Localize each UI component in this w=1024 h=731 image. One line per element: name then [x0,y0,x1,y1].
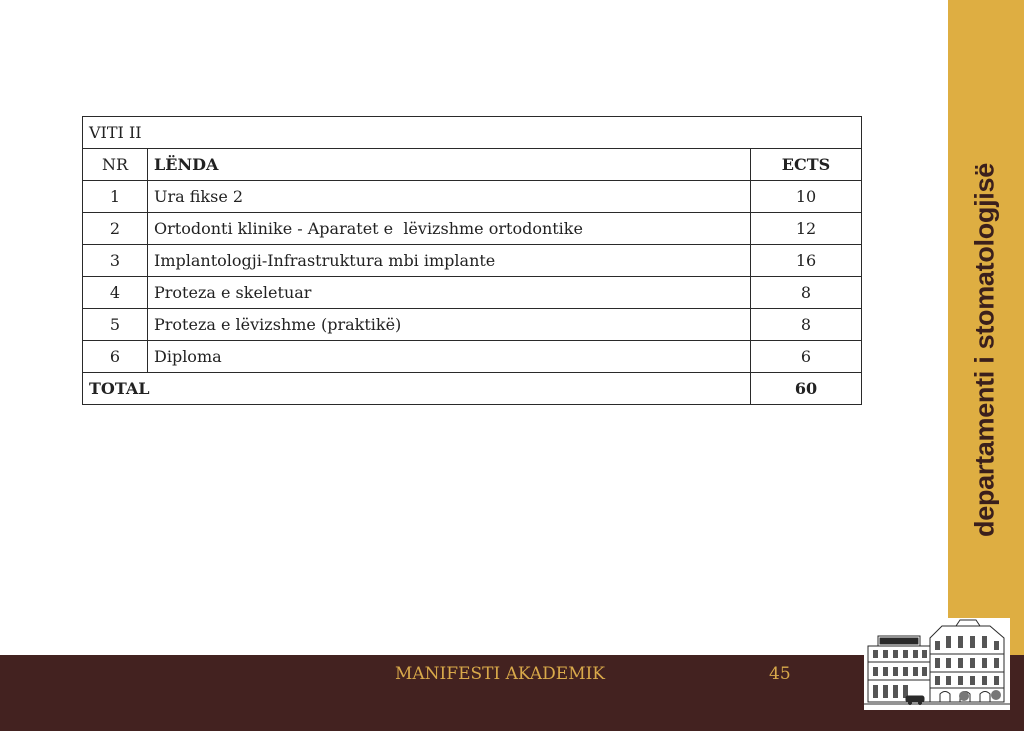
row-subject: Diploma [148,341,751,373]
header-row [83,149,862,181]
page-number: 45 [769,664,791,684]
department-title: departamenti i stomatologjisë [969,163,1000,537]
row-ects: 12 [751,213,862,245]
ects-table [82,116,862,405]
building-drawing [864,618,1010,710]
table-row [83,341,862,373]
row-ects: 8 [751,309,862,341]
header-ects: ECTS [751,149,862,181]
year-label: VITI II [83,117,862,149]
row-subject: Ortodonti klinike - Aparatet e lëvizshme ortodontike [148,213,751,245]
year-row [83,117,862,149]
row-subject: Implantologji-Infrastruktura mbi implante [148,245,751,277]
table-row [83,213,862,245]
row-ects: 6 [751,341,862,373]
row-subject: Ura fikse 2 [148,181,751,213]
table-row [83,309,862,341]
total-label: TOTAL [83,373,751,405]
table-row [83,181,862,213]
row-ects: 10 [751,181,862,213]
row-nr: 4 [83,277,148,309]
total-value: 60 [751,373,862,405]
row-nr: 1 [83,181,148,213]
header-nr: NR [83,149,148,181]
row-subject: Proteza e skeletuar [148,277,751,309]
row-nr: 2 [83,213,148,245]
table-row [83,277,862,309]
header-subject: LËNDA [148,149,751,181]
row-ects: 16 [751,245,862,277]
row-nr: 5 [83,309,148,341]
row-nr: 3 [83,245,148,277]
row-subject: Proteza e lëvizshme (praktikë) [148,309,751,341]
total-row [83,373,862,405]
table-row [83,245,862,277]
row-ects: 8 [751,277,862,309]
footer-title: MANIFESTI AKADEMIK [395,664,606,684]
row-nr: 6 [83,341,148,373]
university-building-illustration [864,618,1010,710]
